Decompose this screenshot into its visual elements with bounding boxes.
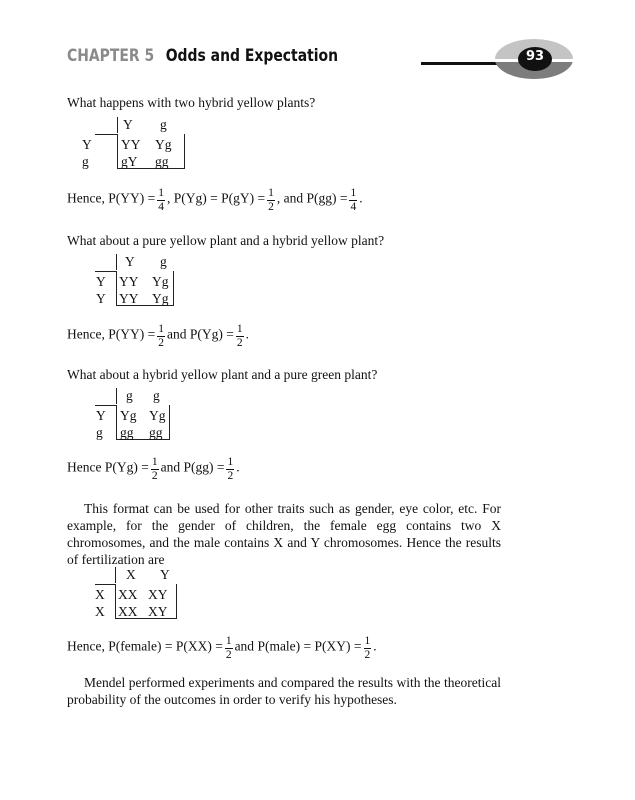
fraction — [267, 187, 275, 214]
fraction-numerator: 1 — [151, 456, 158, 468]
table-cell: Yg — [152, 274, 169, 289]
question-2: What about a pure yellow plant and a hybrid yellow plant? — [67, 233, 385, 248]
fraction-denominator: 4 — [158, 201, 164, 213]
table-cell: gY — [121, 154, 138, 169]
table-divider — [95, 134, 117, 135]
formula-lead: Hence, — [67, 638, 105, 654]
formula-sep: . — [236, 459, 240, 475]
fraction-denominator: 2 — [364, 649, 371, 661]
fraction-numerator: 1 — [225, 635, 232, 647]
chapter-header — [67, 46, 338, 66]
col-header: g — [160, 117, 167, 132]
table-cell: Yg — [155, 137, 172, 152]
table-cell: XY — [148, 587, 168, 602]
row-header: g — [96, 425, 103, 440]
formula-lead: Hence — [67, 459, 102, 475]
formula-expr: P(female) = P(XX) = — [108, 638, 223, 654]
formula-sep: , and — [276, 190, 304, 206]
table-cell: gg — [120, 425, 134, 440]
table-divider — [116, 254, 117, 270]
formula-2 — [67, 322, 249, 349]
formula-sep: . — [359, 190, 363, 206]
formula-expr: P(Yg) = — [104, 459, 149, 475]
formula-expr: P(YY) = — [108, 326, 156, 342]
formula-sep: . — [245, 326, 249, 342]
col-header: Y — [125, 254, 135, 269]
table-cell: gg — [149, 425, 163, 440]
fraction-numerator: 1 — [227, 456, 234, 468]
row-header: X — [95, 587, 105, 602]
table-cell: YY — [119, 291, 139, 306]
punnett-square-2 — [95, 254, 205, 310]
fraction-denominator: 4 — [350, 201, 357, 213]
fraction — [157, 187, 165, 214]
formula-expr: P(Yg) = P(gY) = — [173, 190, 266, 206]
formula-lead: Hence, — [67, 326, 105, 342]
row-header: Y — [96, 408, 106, 423]
formula-sep: and — [166, 326, 187, 342]
fraction-denominator: 2 — [158, 337, 164, 349]
table-divider — [115, 567, 116, 583]
formula-lead: Hence, — [67, 190, 105, 206]
formula-expr: P(male) = P(XY) = — [257, 638, 362, 654]
mendel-paragraph: Mendel performed experiments and compared the results with the theoretical probability of the outcomes in order to verify his hypotheses. — [67, 675, 501, 707]
row-header: Y — [96, 291, 106, 306]
table-cell: XX — [118, 604, 138, 619]
formula-1 — [67, 186, 363, 213]
fraction — [151, 456, 159, 483]
fraction — [157, 323, 165, 350]
table-divider — [95, 271, 116, 272]
fraction-denominator: 2 — [225, 649, 232, 661]
col-header: g — [160, 254, 167, 269]
formula-sep: . — [373, 638, 377, 654]
formula-expr: P(gg) = — [183, 459, 225, 475]
chapter-title: Odds and Expectation — [165, 46, 339, 66]
table-divider — [95, 405, 116, 406]
punnett-square-1 — [82, 117, 192, 173]
fraction-numerator: 1 — [158, 187, 164, 199]
formula-gender — [67, 634, 377, 661]
table-cell: Yg — [120, 408, 137, 423]
formula-expr: P(gg) = — [306, 190, 348, 206]
page-number: 93 — [525, 49, 545, 64]
table-cell: XX — [118, 587, 138, 602]
table-cell: gg — [155, 154, 169, 169]
formula-3 — [67, 455, 240, 482]
fraction-numerator: 1 — [364, 635, 371, 647]
col-header: g — [126, 388, 133, 403]
table-divider — [117, 117, 118, 133]
formula-sep: and — [234, 638, 255, 654]
formula-sep: , — [166, 190, 171, 206]
table-divider — [95, 584, 115, 585]
question-3: What about a hybrid yellow plant and a pure green plant? — [67, 367, 378, 382]
fraction-numerator: 1 — [268, 187, 274, 199]
fraction — [349, 187, 357, 214]
chapter-label: CHAPTER 5 — [67, 46, 155, 66]
formula-sep: and — [160, 459, 181, 475]
fraction-denominator: 2 — [236, 337, 243, 349]
table-cell: YY — [121, 137, 141, 152]
question-1: What happens with two hybrid yellow plants? — [67, 95, 316, 110]
fraction — [226, 456, 234, 483]
col-header: X — [126, 567, 136, 582]
col-header: Y — [123, 117, 133, 132]
format-paragraph: This format can be used for other traits such as gender, eye color, etc. For example, for the gender of children, the female egg contains two X chromosomes, and the male contains X and Y chromosomes. Hence the results of fertilization are — [67, 501, 501, 567]
fraction — [225, 635, 233, 662]
row-header: X — [95, 604, 105, 619]
fraction — [236, 323, 244, 350]
fraction — [364, 635, 372, 662]
fraction-numerator: 1 — [158, 323, 164, 335]
punnett-square-gender — [95, 567, 205, 623]
table-cell: XY — [148, 604, 168, 619]
formula-expr: P(Yg) = — [189, 326, 234, 342]
row-header: g — [82, 154, 89, 169]
fraction-denominator: 2 — [227, 470, 234, 482]
fraction-numerator: 1 — [350, 187, 357, 199]
col-header: g — [153, 388, 160, 403]
row-header: Y — [82, 137, 92, 152]
fraction-denominator: 2 — [151, 470, 158, 482]
table-cell: Yg — [149, 408, 166, 423]
table-cell: YY — [119, 274, 139, 289]
punnett-square-3 — [95, 388, 205, 444]
table-cell: Yg — [152, 291, 169, 306]
fraction-denominator: 2 — [268, 201, 274, 213]
table-divider — [116, 388, 117, 404]
formula-expr: P(YY) = — [108, 190, 156, 206]
fraction-numerator: 1 — [236, 323, 243, 335]
col-header: Y — [160, 567, 170, 582]
row-header: Y — [96, 274, 106, 289]
